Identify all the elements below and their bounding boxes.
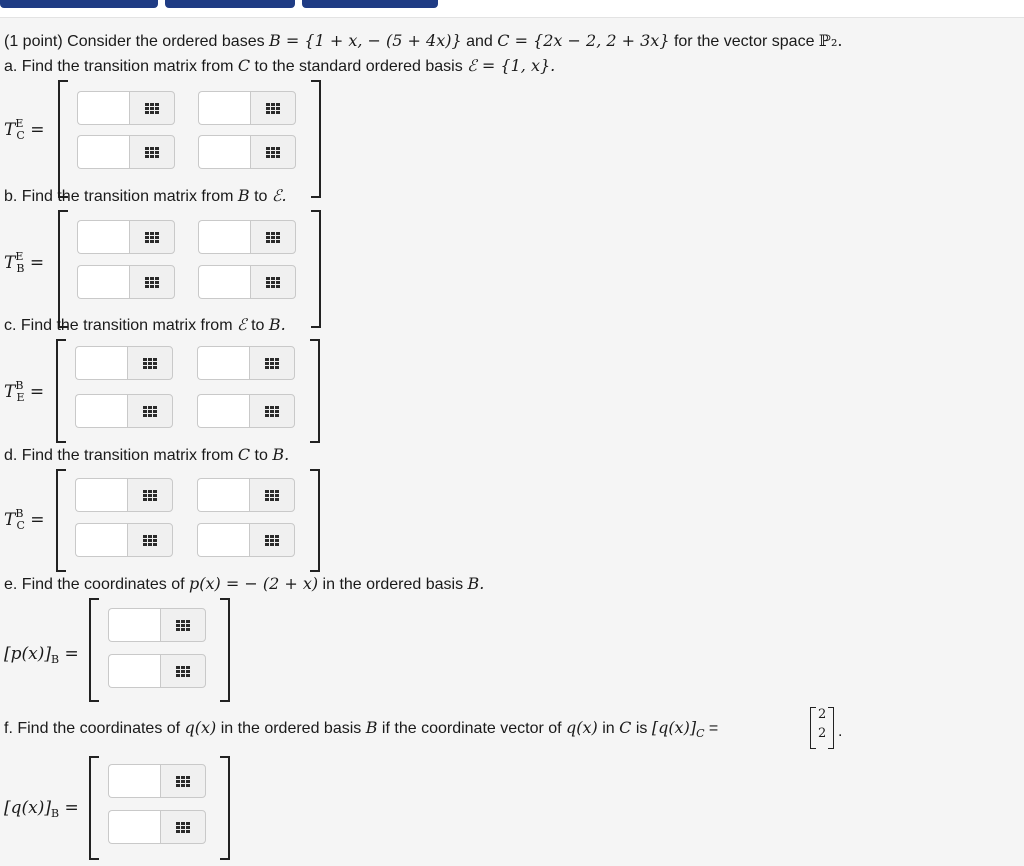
matrix-b-cell — [198, 265, 300, 301]
answer-input[interactable] — [75, 523, 127, 557]
matrix-grid-icon[interactable] — [127, 394, 173, 428]
matrix-a-cell — [198, 91, 300, 127]
problem-panel — [0, 18, 1024, 866]
part-c-label: $T^B_E$ = — [4, 379, 45, 404]
part-b-prompt: b. Find the transition matrix from B to ℰ. — [4, 186, 287, 205]
answer-input[interactable] — [198, 135, 250, 169]
nav-tab-2[interactable] — [165, 0, 295, 8]
given-vector-right-bracket — [828, 707, 834, 749]
answer-input[interactable] — [75, 478, 127, 512]
matrix-a-cell — [198, 135, 300, 171]
answer-input[interactable] — [108, 764, 160, 798]
top-navigation-bar — [0, 0, 1024, 18]
given-vector-entry: 2 — [818, 726, 827, 741]
part-e-prompt: e. Find the coordinates of p(x) = − (2 + x) in the ordered basis B. — [4, 574, 485, 593]
matrix-grid-icon[interactable] — [249, 478, 295, 512]
matrix-b-cell — [198, 220, 300, 256]
matrix-grid-icon[interactable] — [127, 346, 173, 380]
matrix-b-right-bracket — [311, 210, 321, 328]
matrix-grid-icon[interactable] — [129, 265, 175, 299]
part-a-label: $T^E_C$ = — [4, 117, 45, 142]
matrix-grid-icon[interactable] — [249, 523, 295, 557]
matrix-grid-icon[interactable] — [129, 135, 175, 169]
matrix-a-cell — [77, 91, 179, 127]
matrix-grid-icon[interactable] — [250, 265, 296, 299]
vector-f-cell — [108, 764, 210, 800]
matrix-a-left-bracket — [58, 80, 68, 198]
matrix-grid-icon[interactable] — [129, 220, 175, 254]
part-c-prompt: c. Find the transition matrix from ℰ to B. — [4, 315, 286, 334]
matrix-d-cell — [75, 523, 177, 559]
vector-f-left-bracket — [89, 756, 99, 860]
vector-e-right-bracket — [220, 598, 230, 702]
problem-intro: (1 point) Consider the ordered bases B = {1 + x, − (5 + 4x)} and C = {2x − 2, 2 + 3x} for the vector space ℙ₂. — [4, 31, 843, 50]
matrix-grid-icon[interactable] — [249, 346, 295, 380]
matrix-d-cell — [197, 523, 299, 559]
matrix-grid-icon[interactable] — [160, 810, 206, 844]
vector-e-cell — [108, 654, 210, 690]
matrix-grid-icon[interactable] — [250, 220, 296, 254]
given-vector-left-bracket — [810, 707, 816, 749]
matrix-c-cell — [197, 346, 299, 382]
answer-input[interactable] — [75, 394, 127, 428]
vector-f-right-bracket — [220, 756, 230, 860]
answer-input[interactable] — [198, 91, 250, 125]
matrix-grid-icon[interactable] — [127, 478, 173, 512]
answer-input[interactable] — [198, 265, 250, 299]
matrix-c-cell — [75, 346, 177, 382]
answer-input[interactable] — [77, 135, 129, 169]
answer-input[interactable] — [197, 478, 249, 512]
matrix-d-cell — [197, 478, 299, 514]
matrix-c-cell — [75, 394, 177, 430]
answer-input[interactable] — [75, 346, 127, 380]
matrix-c-cell — [197, 394, 299, 430]
given-vector-entry: 2 — [818, 707, 827, 722]
vector-e-left-bracket — [89, 598, 99, 702]
matrix-d-right-bracket — [310, 469, 320, 572]
answer-input[interactable] — [197, 523, 249, 557]
answer-input[interactable] — [197, 346, 249, 380]
vector-f-cell — [108, 810, 210, 846]
matrix-grid-icon[interactable] — [127, 523, 173, 557]
matrix-b-cell — [77, 265, 179, 301]
matrix-grid-icon[interactable] — [160, 608, 206, 642]
part-d-prompt: d. Find the transition matrix from C to B. — [4, 445, 290, 464]
part-a-prompt: a. Find the transition matrix from C to the standard ordered basis ℰ = {1, x}. — [4, 56, 556, 75]
matrix-grid-icon[interactable] — [250, 135, 296, 169]
answer-input[interactable] — [108, 608, 160, 642]
answer-input[interactable] — [108, 654, 160, 688]
answer-input[interactable] — [198, 220, 250, 254]
nav-tab-3[interactable] — [302, 0, 438, 8]
answer-input[interactable] — [108, 810, 160, 844]
vector-e-cell — [108, 608, 210, 644]
matrix-grid-icon[interactable] — [249, 394, 295, 428]
answer-input[interactable] — [77, 91, 129, 125]
matrix-d-cell — [75, 478, 177, 514]
nav-tab-1[interactable] — [0, 0, 158, 8]
matrix-d-left-bracket — [56, 469, 66, 572]
answer-input[interactable] — [197, 394, 249, 428]
matrix-grid-icon[interactable] — [160, 764, 206, 798]
matrix-grid-icon[interactable] — [160, 654, 206, 688]
matrix-b-left-bracket — [58, 210, 68, 328]
part-d-label: $T^B_C$ = — [4, 507, 45, 532]
part-e-label: $[p(x)]_B$ = — [4, 644, 79, 666]
matrix-c-left-bracket — [56, 339, 66, 443]
part-b-label: $T^E_B$ = — [4, 250, 45, 275]
given-vector-period: . — [838, 723, 843, 740]
matrix-grid-icon[interactable] — [250, 91, 296, 125]
answer-input[interactable] — [77, 220, 129, 254]
matrix-grid-icon[interactable] — [129, 91, 175, 125]
matrix-c-right-bracket — [310, 339, 320, 443]
matrix-a-cell — [77, 135, 179, 171]
part-f-prompt: f. Find the coordinates of q(x) in the ordered basis B if the coordinate vector of q(x) in C is $[q(x)]_C$ = — [4, 718, 719, 740]
matrix-b-cell — [77, 220, 179, 256]
answer-input[interactable] — [77, 265, 129, 299]
matrix-a-right-bracket — [311, 80, 321, 198]
part-f-label: $[q(x)]_B$ = — [4, 798, 79, 820]
